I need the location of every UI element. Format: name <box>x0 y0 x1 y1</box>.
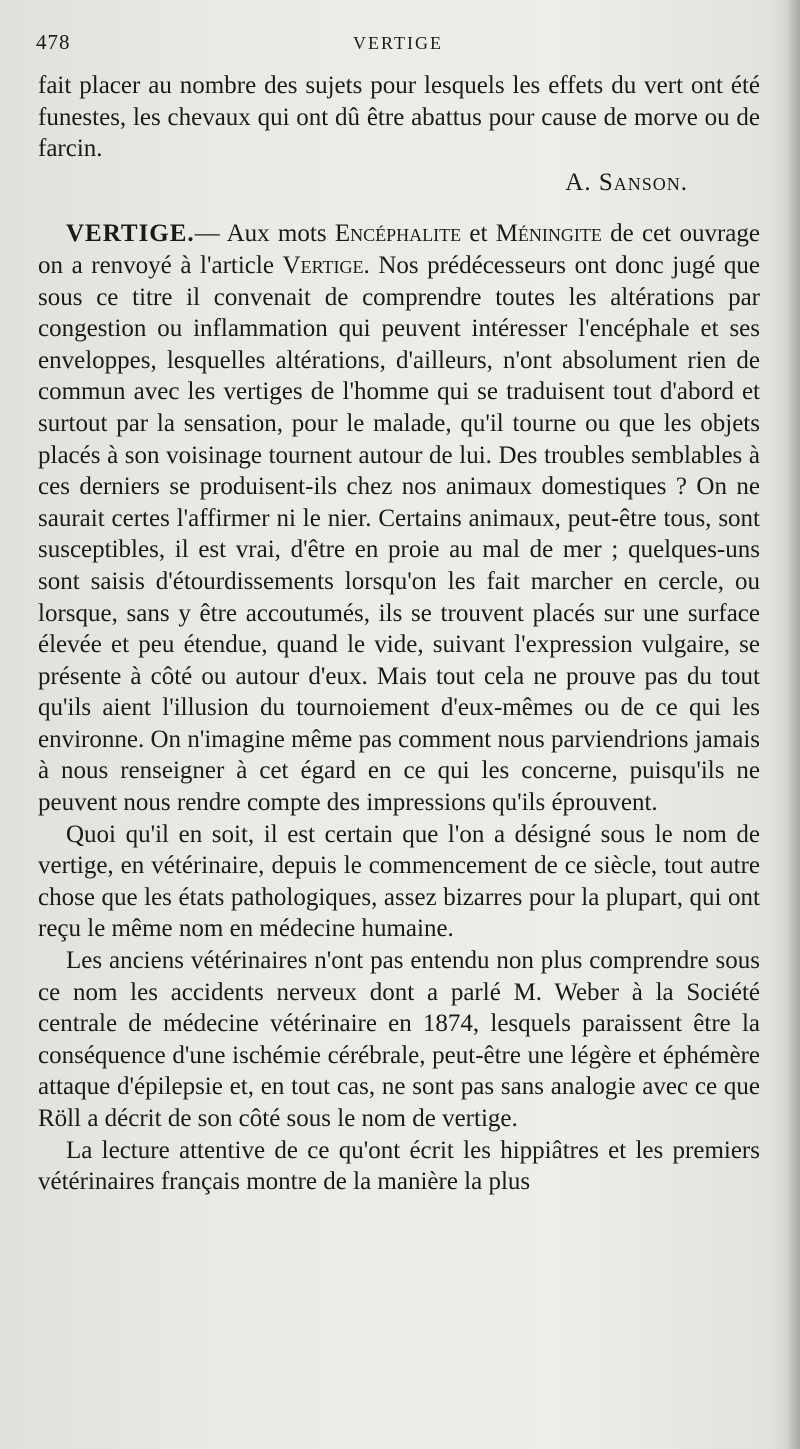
intro-text-continued: de cet ouvrage on a renvoyé à l'article <box>38 220 760 279</box>
running-head <box>36 30 760 60</box>
paragraph-1-text: . Nos prédécesseurs ont donc jugé que sous ce titre il convenait de comprendre toutes les altérations par congestion ou inflammation qui peuvent intéresser l'encéphale et ses enveloppes, lesquelles altérations, d'ailleurs, n'ont absolument rien de commun avec les vertiges de l'homme qui se traduisent tout d'abord et surtout par la sensation, pour le malade, qu'il tourne ou que les objets placés à son voisinage tournent autour de lui. Des troubles semblables à ces derniers se produisent-ils chez nos animaux domestiques ? On ne saurait certes l'affirmer ni le nier. Certains animaux, peut-être tous, sont susceptibles, il est vrai, d'être en proie au mal de mer ; quelques-uns sont saisis d'étourdissements lorsqu'on les fait marcher en cercle, ou lorsque, sans y être accoutumés, ils se trouvent placés sur une surface élevée et peu étendue, quand le vide, suivant l'expression vulgaire, se présente à côté ou autour d'eux. Mais tout cela ne prouve pas du tout qu'ils aient l'illusion du tournoiement d'eux-mêmes ou de ce qui les environne. On n'imagine même pas comment nous parviendrions jamais à nous renseigner à cet égard en ce qui les concerne, puisqu'ils ne peuvent nous rendre compte des impressions qu'ils éprouvent. <box>38 251 760 817</box>
article-paragraph-2: Quoi qu'il en soit, il est certain que l'on a désigné sous le nom de vertige, en vétérinaire, depuis le commencement de ce siècle, tout autre chose que les états pathologiques, assez bizarres pour la plupart, qui ont reçu le même nom en médecine humaine. <box>38 820 760 943</box>
binding-shadow <box>786 0 800 1449</box>
article-paragraph-1 <box>38 218 760 818</box>
cross-reference-meningite: Méningite <box>495 220 602 248</box>
article-headword: VERTIGE. <box>66 220 195 248</box>
running-title: VERTIGE <box>353 33 443 53</box>
page-number: 478 <box>36 30 71 54</box>
article-paragraph-4: La lecture attentive de ce qu'ont écrit les hippiâtres et les premiers vétérinaires français montre de la manière la plus <box>38 1136 760 1196</box>
article-paragraph-3: Les anciens vétérinaires n'ont pas entendu non plus comprendre sous ce nom les accidents nerveux dont a parlé M. Weber à la Société centrale de médecine vétérinaire en 1874, lesquels paraissent être la conséquence d'une ischémie cérébrale, peut-être une légère et éphémère attaque d'épilepsie et, en tout cas, ne sont pas sans analogie avec ce que Röll a décrit de son côté sous le nom de vertige. <box>38 947 760 1132</box>
previous-article-ending: fait placer au nombre des sujets pour lesquels les effets du vert ont été funestes, les chevaux qui ont dû être abattus pour cause de morve ou de farcin. <box>38 72 760 163</box>
intro-text: — Aux mots <box>194 220 335 248</box>
cross-reference-vertige: Vertige <box>282 251 364 279</box>
body-text <box>38 70 760 1198</box>
cross-reference-encephalite: Encéphalite <box>334 220 462 248</box>
conjunction-text: et <box>461 220 496 248</box>
author-signature: A. Sanson. <box>565 168 688 196</box>
